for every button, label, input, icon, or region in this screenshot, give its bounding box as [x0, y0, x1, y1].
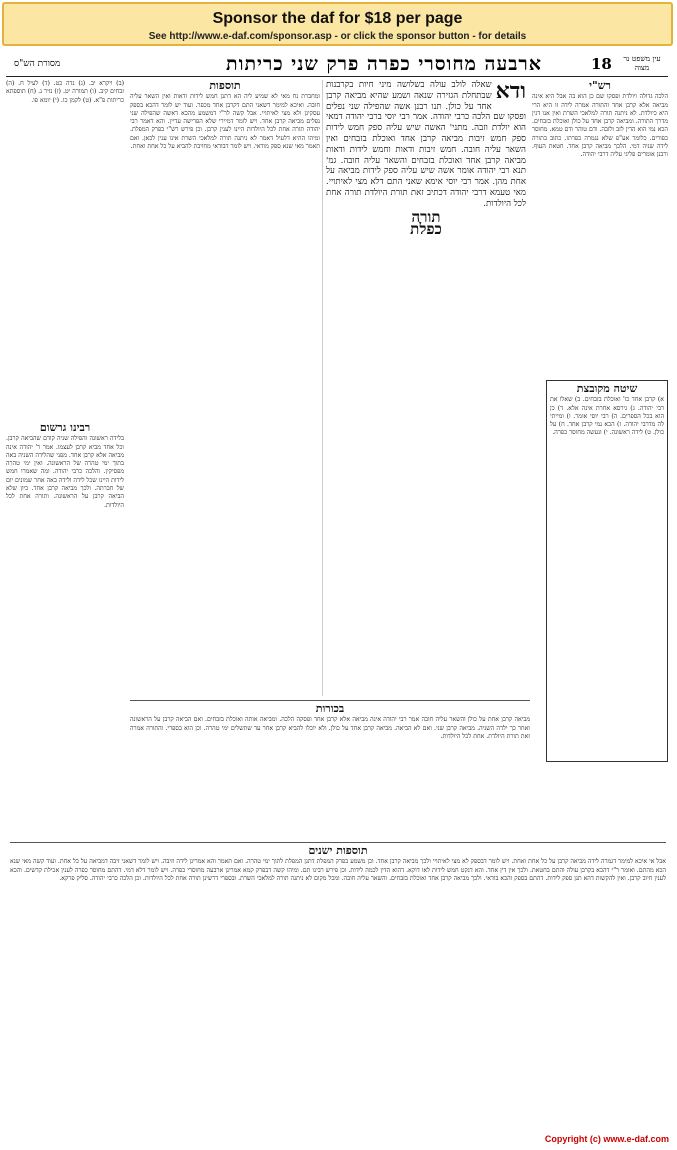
rabbenu-title: רבינו גרשום: [39, 422, 91, 434]
ein-mishpat-label: עין משפט נר מצוה: [623, 54, 661, 72]
box-text: א) קרבן אחד כו' ואוכלת בזבחים. ב) שאלו את רבי יהודה. ג) גירסא אחרת אינה אלא. ד) כן הוא בכל הספרים. ה) רבי יוסי אומר. ו) ומייתי לה מדרבי יהודה. ז) הכא נמי קרבן אחד. ח) על כולן. ט) לידה ראשונה. י) ונעשה מחוסר כפרה.: [550, 396, 664, 437]
bottom-commentary-1: [130, 700, 530, 835]
bottom-commentary-2: [10, 842, 666, 1135]
page-title: ארבעה מחוסרי כפרה פרק שני כריתות: [226, 53, 542, 75]
tosafot-title: תוספות: [209, 80, 241, 92]
page-header: [6, 52, 668, 77]
gemara-heading-torah: תורה: [411, 207, 441, 226]
box-title: שיטה מקובצת: [576, 382, 638, 395]
rabbenu-text: בלידה ראשונה והפילה שניה קודם שהביאה קרבן. וכל אחד מביא קרבן לעצמו. אמר ר' יהודה אינה מביאה אלא קרבן אחד. מפני שהלידה השניה באה בתוך ימי טהרה של הראשונה. ואין ימי טהרה מפסיקין. והלכה כרבי יהודה. ומה שאמרו חמש לידות היינו שכל לידה ולידה באה אחר שמונים יום של חברתה. ולכך מביאה קרבן אחד. כיון שלא הביאה קרבן על הראשונה. ותורה אחת לכל היולדות.: [6, 435, 124, 509]
rashi-title: רש"י: [589, 80, 611, 92]
gemara-opening-word: ודא: [495, 80, 526, 104]
masoret-label: מסורת הש"ס: [14, 59, 61, 69]
tosafot-column: [130, 80, 323, 696]
gemara-column: [326, 80, 526, 696]
page-number: 18: [591, 55, 612, 73]
masoret-notes: [6, 80, 124, 420]
gemara-heading-kaflat: כפלת: [410, 220, 442, 239]
rashi-column: [532, 80, 668, 380]
tosafot-text: ומחברת נח מאי לא שמיע ליה הא דתנן חמש לידות ודאות ואין השאר עליה חובה. ואיכא למימר דשאני התם דקרבן אחד מכפר. ועוד יש לומר דהכא בספק עסקינן ולא מצי לאיתויי. אבל קשה לר"י דמשמע מהכא דאשה שהפילה שני נפלים מביאה קרבן אחד. ויש לומר דמיירי שלא הפרישה עדיין. והא דאמר רבי יהודה תורה אחת לכל היולדות היינו לענין קרבן. וכן פירש רש"י בפרק המפלת. ומיהו ההיא דלעיל דאמר לא ניתנה תורה למלאכי השרת אינו ענין לכאן. ואם תאמר מאי שנא ספק מודאי. ויש לומר דבודאי מחויבת להביא על כל אחת ואחת.: [130, 93, 320, 151]
notes-text: (ב) ויקרא יב. (ג) נדה כט. (ד) לעיל ח. (ה) זבחים קיב. (ו) תמורה יט. (ז) נזיר נ. (ח) תוספתא כריתות פ"א. (ט) לקמן כו. (י) יומא פו.: [6, 80, 124, 104]
copyright-link[interactable]: Copyright (c) www.e-daf.com: [544, 1134, 669, 1144]
sponsor-banner[interactable]: [2, 2, 673, 46]
shita-mekubetzet-box: [546, 380, 668, 762]
bottom2-text: אבל אי איכא למימר דגמרה לידה מביאה קרבן על כל אחת ואחת. ויש לומר דבספק לא מצי לאיתויי ולכך מביאה קרבן אחד. וכן משמע בפרק המפלת דתנן המפלת לתוך ימי טהרה. ואם תאמר והא אמרינן לידה וזיבה. ויש לומר דשאני זיבה דמביאה על כל אחת. ועוד קשה מאי שנא הכא מהתם. ואומר ר"י דהכא בקרבן עולה והתם בחטאת. ולכך אין דין אחד. והא דנקט חמש לידות לאו דוקא. דהוא הדין לכמה לידות. וכן פירש רבינו תם. ומיהו קשה דבפרק קמא אמרינן ארבעה מחוסרי כפרה. ויש לומר דלא דמי. דהתם מחוסר כפרה לענין אכילת קדשים. והכא לענין חיוב קרבן. ואין להקשות דהא תנן ספק לידות. דהתם בספק והכא בודאי. ולכך מביאה קרבן אחד ואוכלת בזבחים. והשאר עליה חובה. ומכל מקום לא ניתנה תורה למלאכי השרת. ובספרי דרשינן תורה אחת לכל היולדות. וכן הלכה כרבי יהודה. סליק פרקא.: [10, 858, 666, 882]
rashi-text: הלכה גדולה ויולדת ופסקו שם כן הוא בה אבל היא אינה מביאה אלא קרבן אחד והתורה אמרה לידה זו היא הרי היא כיולדת. לא ניתנה תורה למלאכי השרת ואין אנו דנין מדרך התורה. ומביאה קרבן אחד על כולן ואוכלת בזבחים. הכא נמי הוא הדין לזב ולזבה. ודם טוהר ודם טמא. מחוסר כפורים. כלומר אע"פ שלא נגמרה כפרתו. כתוב בתורה לידה שניה דמי. הלכך מביאה קרבן אחד. חטאת העוף. ורבנן אומרים פליגי עליה דרבי יהודה.: [532, 93, 668, 159]
bottom2-title: תוספות ישנים: [308, 844, 368, 857]
sponsor-title: Sponsor the daf for $18 per page: [212, 10, 463, 27]
gemara-text: שאלה לולב עולה בשלושה מיני חיות בקרבנות שבתחלת הגזירה שנאה ושמע שהיא מביאה קרבן אחד על כולן. תנו רבנן אשה שהפילה שני נפלים ופסקו שם הלכה כרבי יהודה. אמר רבי יוסי ברבי יהודה דמאי הוא יולדת וזבה. מתני' האשה שיש עליה ספק חמש לידות ספק חמש זיבות מביאה קרבן אחד ואוכלת בזבחים ואין השאר עליה חובה. חמש זיבות ודאות וחמש לידות ודאות מביאה קרבן אחד ואוכלת בזבחים והשאר עליה חובה. גמ' תנא רבי יהודה אומר אשה שיש עליה ספק לידות מביאה על אחת מהן. אמר רבי יוסי אימא שאני התם דלא מצי לאיתויי. מאי טעמא דרבי יהודה דכתיב זאת תורת היולדת תורה אחת לכל היולדות.: [326, 80, 526, 209]
rabbenu-gershom-column: [6, 422, 124, 838]
bottom1-text: מביאה קרבן אחת על כולן והשאר עליה חובה אמר רבי יהודה אינה מביאה אלא קרבן אחד ופסקה הלכה. ומביאה אותה ואוכלת בזבחים. ואם הביאה קרבן על הראשונה ואחר כך ילדה השניה. מביאה קרבן שני. ואם לא הביאה. מביאה קרבן אחד על כולן. ולא יוכלו להביא קרבן אחר עד שתשלים ימי טהרה. וכן הוא בספרי. והתורה אמרה זאת תורת היולדת. אחת לכל היולדות.: [130, 716, 530, 740]
bottom1-title: בכורות: [315, 702, 345, 715]
talmud-page: [6, 52, 668, 1136]
sponsor-subtitle[interactable]: See http://www.e-daf.com/sponsor.asp - or click the sponsor button - for details: [148, 31, 527, 42]
